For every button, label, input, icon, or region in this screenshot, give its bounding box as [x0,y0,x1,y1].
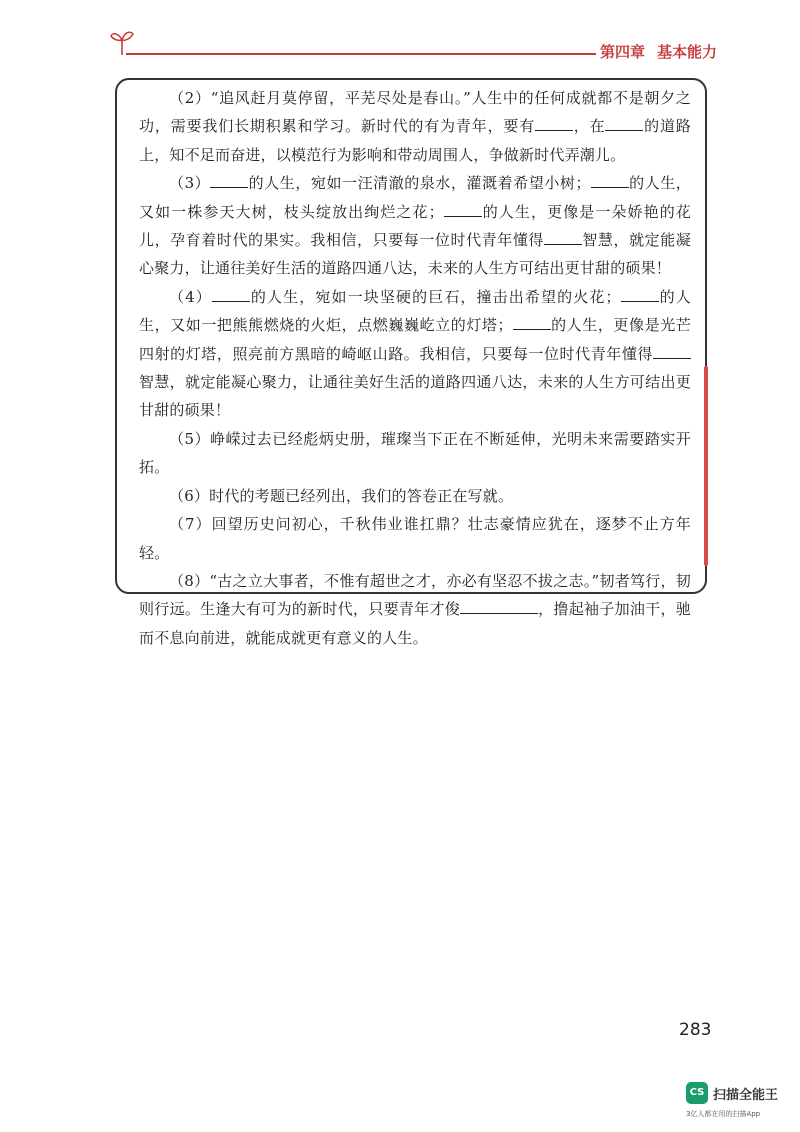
text-run: （4） [169,287,212,306]
text-run: 的人生，更像是光芒四射的灯塔，照亮前方黑暗的崎岖山路。我相信，只要每一位时代青年懂得 [139,316,691,363]
text-run: 的人生，宛如一汪清澈的泉水，灌溉着希望小树； [248,174,591,193]
answer-blank [591,171,629,188]
sprout-icon [110,28,134,56]
chapter-title: 基本能力 [657,43,718,61]
paragraph-7: （7）回望历史问初心，千秋伟业谁扛鼎？壮志豪情应犹在，逐梦不止方年轻。 [139,515,691,562]
page-header [0,0,800,80]
answer-blank [544,228,582,245]
page-number: 283 [679,1020,712,1040]
text-run: （2）“追风赶月莫停留，平芜尽处是春山。”人生中的任何成就都不是朝夕之功，需要我们长期积累和学习。新时代的有为青年，要有 [139,89,691,136]
text-run: 的人生，宛如一块坚硬的巨石，撞击出希望的火花； [249,287,621,306]
answer-blank [444,200,482,217]
text-run: 的人生，更像是一朵娇艳的花儿，孕育着时代的果实。我相信，只要每一位时代青年懂得 [139,202,691,250]
watermark-subtitle: 3亿人都在用的扫描App [686,1110,761,1118]
answer-blank [653,342,691,359]
answer-blank [621,285,659,302]
answer-blank [460,597,538,614]
text-run: 智慧，就定能凝心聚力，让通往美好生活的道路四通八达，未来的人生方可结出更甘甜的硕果！ [139,231,691,278]
paragraph-5: （5）峥嵘过去已经彪炳史册，璀璨当下正在不断延伸，光明未来需要踏实开拓。 [139,429,691,477]
content-box [115,78,707,647]
answer-blank [535,114,573,131]
header-divider [126,53,596,55]
text-run: 的人生，又如一株参天大树，枝头绽放出绚烂之花； [139,174,691,221]
answer-blank [212,285,250,302]
text-run: ，在 [573,117,606,136]
answer-blank [210,171,248,188]
camscanner-logo-icon: CS [686,1082,708,1104]
paragraph-4 [139,283,691,425]
scanner-watermark [686,1082,796,1126]
text-run: ，撸起袖子加油干，驰而不息向前进，就能成就更有意义的人生。 [139,600,691,647]
paragraph-2 [139,84,691,169]
paragraph-3 [139,169,691,283]
text-run: 智慧，就定能凝心聚力，让通往美好生活的道路四通八达，未来的人生方可结出更甘甜的硕果！ [139,373,691,420]
box-accent-bar [704,366,708,566]
text-run: 的人生，又如一把熊熊燃烧的火炬，点燃巍巍屹立的灯塔； [139,287,691,335]
chapter-number: 第四章 [600,43,646,61]
answer-blank [513,313,551,330]
paragraph-8 [139,567,691,652]
text-run: 的道路上，知不足而奋进，以模范行为影响和带动周围人，争做新时代弄潮儿。 [139,117,691,164]
text-run: （8）“古之立大事者，不惟有超世之才，亦必有坚忍不拔之志。”韧者笃行，韧则行远。生逢大有可为的新时代，只要青年才俊 [139,571,691,619]
chapter-label [600,41,717,62]
text-run: （3） [169,174,211,193]
answer-blank [605,114,643,131]
watermark-title: 扫描全能王 [713,1088,779,1103]
paragraph-6: （6）时代的考题已经列出，我们的答卷正在写就。 [169,486,514,505]
